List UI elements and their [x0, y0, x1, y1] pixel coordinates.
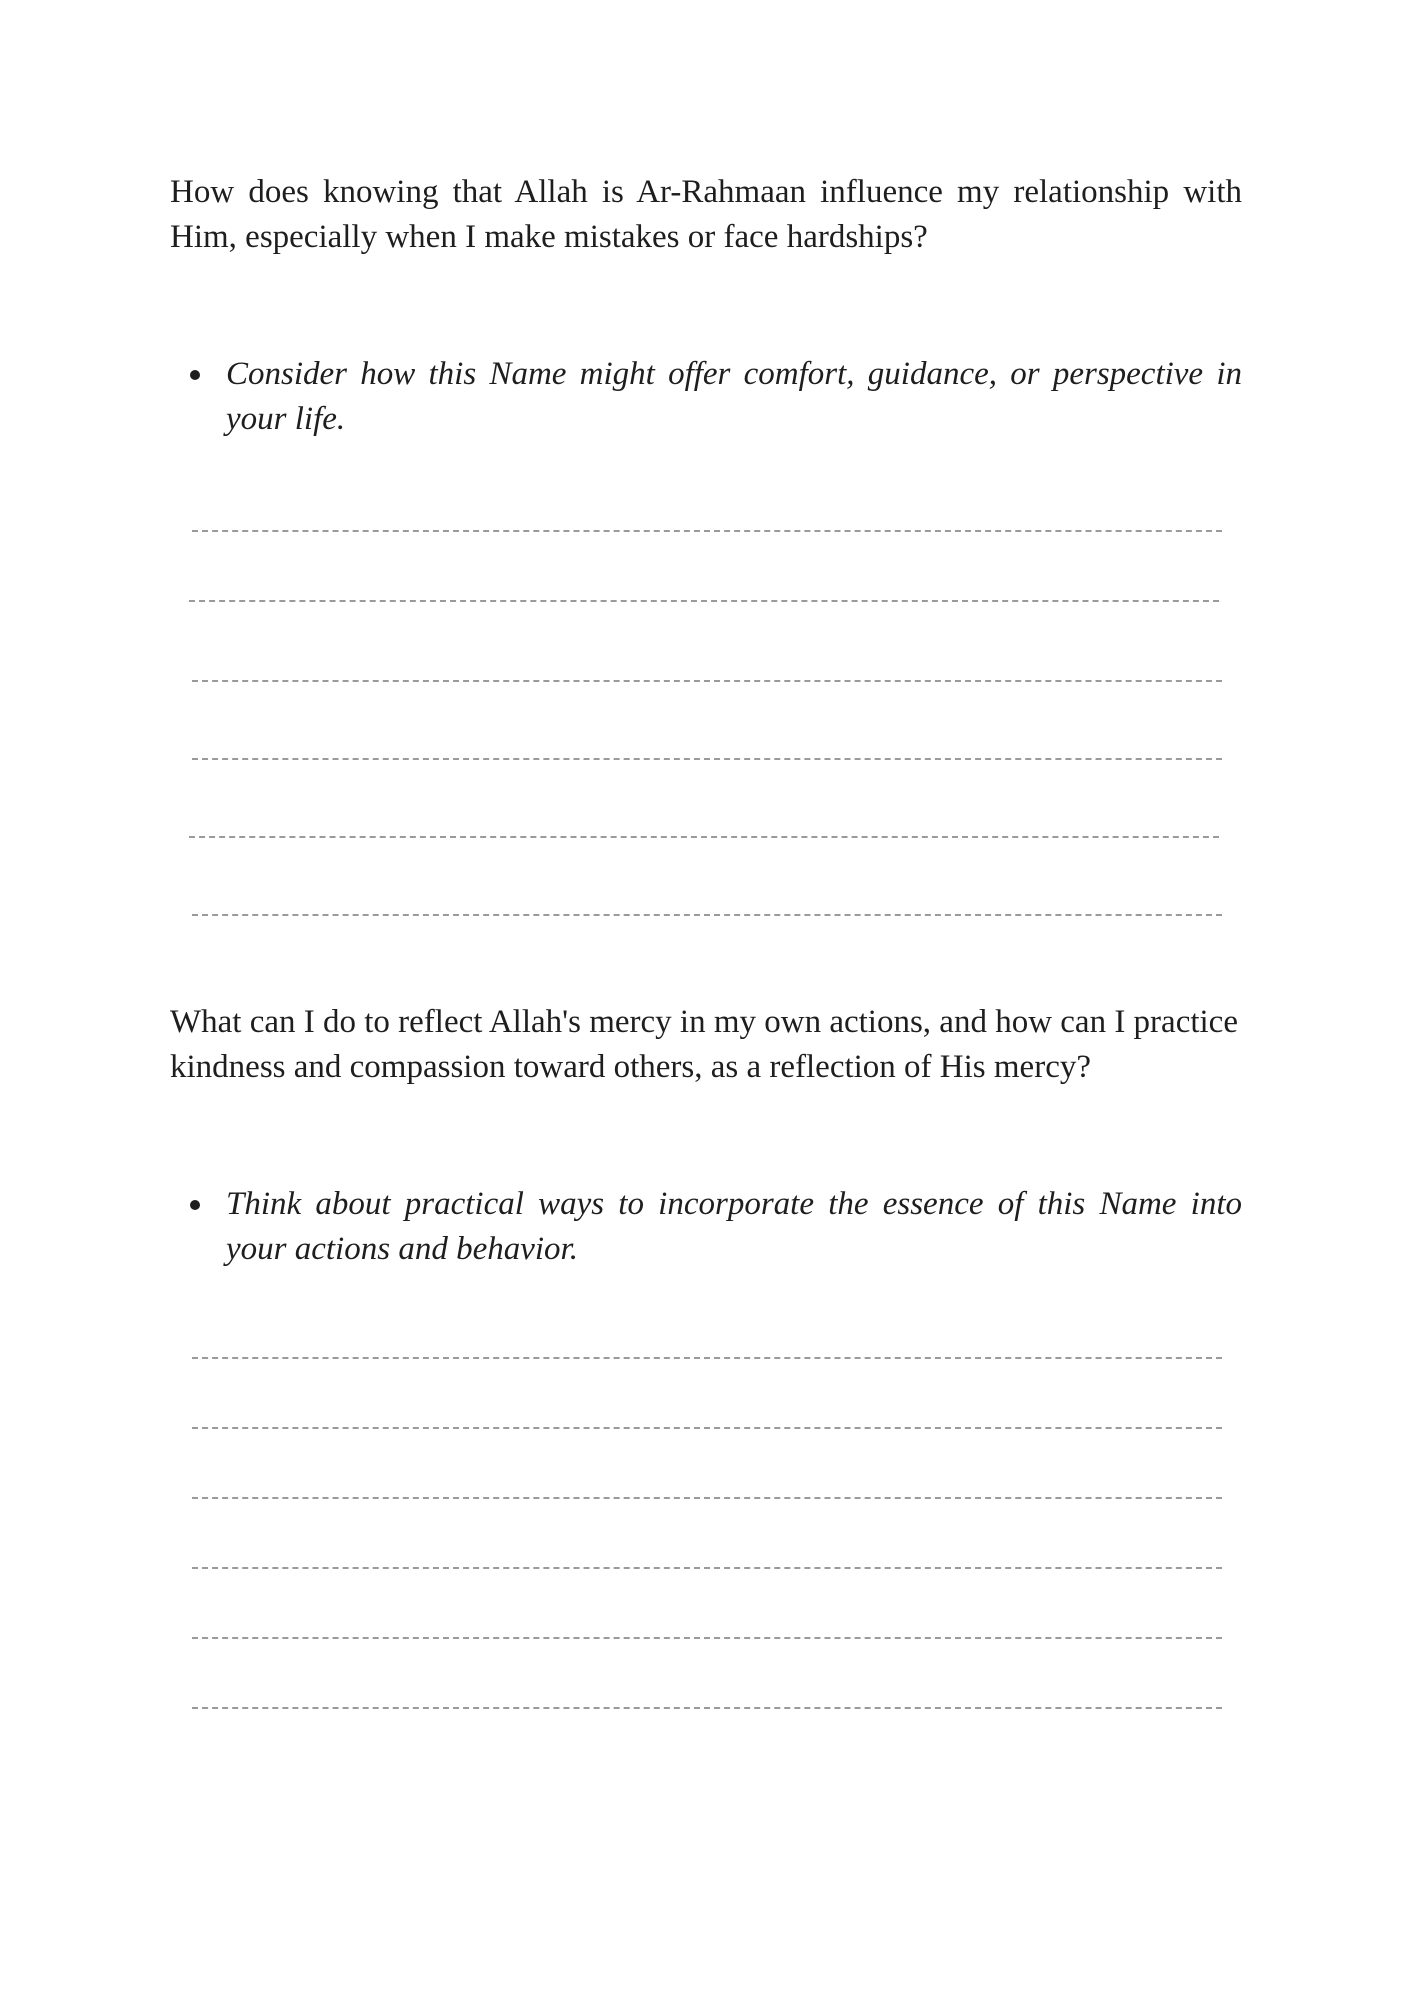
answer-line[interactable]	[192, 1707, 1222, 1709]
answer-line[interactable]	[192, 914, 1222, 916]
answer-line[interactable]	[192, 1497, 1222, 1499]
answer-line[interactable]	[189, 836, 1219, 838]
answer-line[interactable]	[192, 1637, 1222, 1639]
prompt-list-1	[190, 352, 1242, 442]
bullet-icon	[190, 1200, 200, 1210]
prompt-list-2	[190, 1182, 1242, 1272]
answer-line[interactable]	[192, 680, 1222, 682]
prompt-1-text: Consider how this Name might offer comfort, guidance, or perspective in your life.	[226, 356, 1242, 437]
answer-line[interactable]	[192, 530, 1222, 532]
answer-line[interactable]	[192, 758, 1222, 760]
answer-line[interactable]	[192, 1357, 1222, 1359]
prompt-1	[190, 352, 1242, 442]
prompt-2-text: Think about practical ways to incorporate the essence of this Name into your actions and behavior.	[226, 1186, 1242, 1267]
answer-line[interactable]	[192, 1567, 1222, 1569]
question-1: How does knowing that Allah is Ar-Rahmaan influence my relationship with Him, especially when I make mistakes or face hardships?	[170, 174, 1242, 255]
bullet-icon	[190, 370, 200, 380]
question-2: What can I do to reflect Allah's mercy in my own actions, and how can I practice kindness and compassion toward others, as a reflection of His mercy?	[170, 1004, 1238, 1085]
prompt-2	[190, 1182, 1242, 1272]
answer-line[interactable]	[192, 1427, 1222, 1429]
answer-line[interactable]	[189, 600, 1219, 602]
